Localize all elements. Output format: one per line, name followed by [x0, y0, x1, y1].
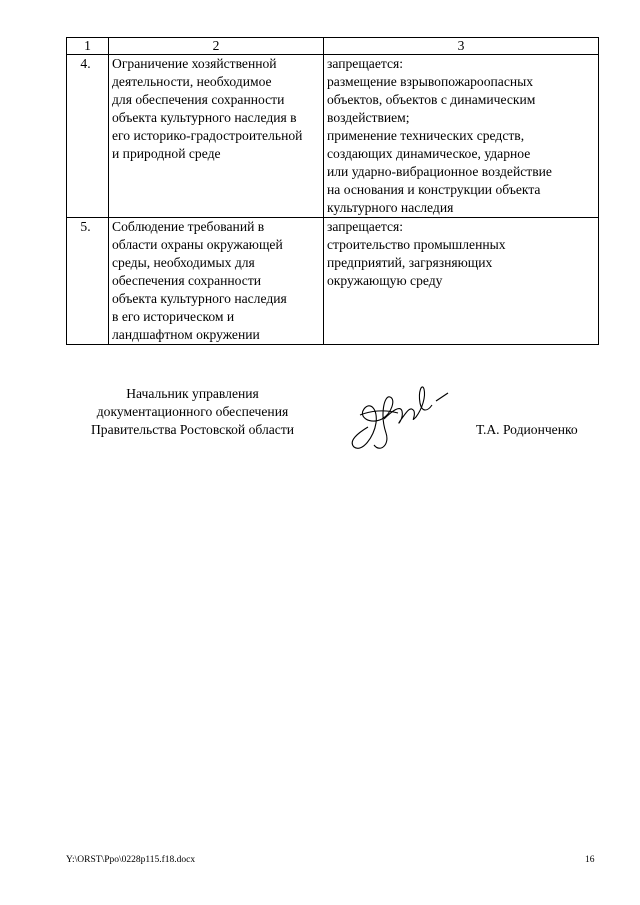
restriction-line: запрещается:: [327, 56, 404, 71]
row-number-text: 4.: [80, 56, 91, 71]
restriction-line: предприятий, загрязняющих: [327, 255, 493, 270]
requirement-line: ландшафтном окружении: [112, 327, 260, 342]
restriction-line: окружающую среду: [327, 273, 443, 288]
requirement-line: объекта культурного наследия в: [112, 110, 297, 125]
requirement-line: в его историческом и: [112, 309, 235, 324]
row-number-text: 5.: [80, 219, 91, 234]
restriction-cell: [324, 55, 599, 218]
requirement-line: и природной среде: [112, 146, 221, 161]
requirement-line: для обеспечения сохранности: [112, 92, 285, 107]
position-line: Начальник управления: [126, 386, 259, 401]
requirement-line: Ограничение хозяйственной: [112, 56, 277, 71]
restriction-line: культурного наследия: [327, 200, 454, 215]
restriction-line: запрещается:: [327, 219, 404, 234]
page-number: 16: [585, 855, 595, 865]
restriction-line: или ударно-вибрационное воздействие: [327, 164, 552, 179]
position-line: документационного обеспечения: [96, 404, 289, 419]
table-row: [67, 55, 599, 218]
column-header-1: 1: [67, 38, 109, 55]
row-number: [67, 55, 109, 218]
requirement-line: Соблюдение требований в: [112, 219, 265, 234]
restriction-line: объектов, объектов с динамическим: [327, 92, 536, 107]
column-header-3: 3: [324, 38, 599, 55]
requirement-line: обеспечения сохранности: [112, 273, 262, 288]
requirement-line: деятельности, необходимое: [112, 74, 272, 89]
column-header-2: 2: [109, 38, 324, 55]
restriction-cell: [324, 218, 599, 345]
restriction-line: применение технических средств,: [327, 128, 525, 143]
requirement-line: области охраны окружающей: [112, 237, 283, 252]
position-line: Правительства Ростовской области: [90, 422, 295, 437]
restrictions-table: [66, 37, 599, 345]
table-row: [67, 218, 599, 345]
requirement-cell: [109, 55, 324, 218]
restriction-line: размещение взрывопожароопасных: [327, 74, 534, 89]
signatory-position: [60, 385, 325, 439]
footer-file-path: Y:\ORST\Ppo\0228p115.f18.docx: [66, 855, 196, 865]
requirement-cell: [109, 218, 324, 345]
restriction-line: на основания и конструкции объекта: [327, 182, 541, 197]
requirement-line: среды, необходимых для: [112, 255, 255, 270]
requirement-line: объекта культурного наследия: [112, 291, 287, 306]
restriction-line: создающих динамическое, ударное: [327, 146, 531, 161]
restriction-line: воздействием;: [327, 110, 410, 125]
handwritten-signature: [340, 375, 460, 465]
row-number: [67, 218, 109, 345]
requirement-line: его историко-градостроительной: [112, 128, 303, 143]
restriction-line: строительство промышленных: [327, 237, 506, 252]
signatory-name: Т.А. Родионченко: [476, 422, 578, 437]
table-header-row: [67, 38, 599, 55]
